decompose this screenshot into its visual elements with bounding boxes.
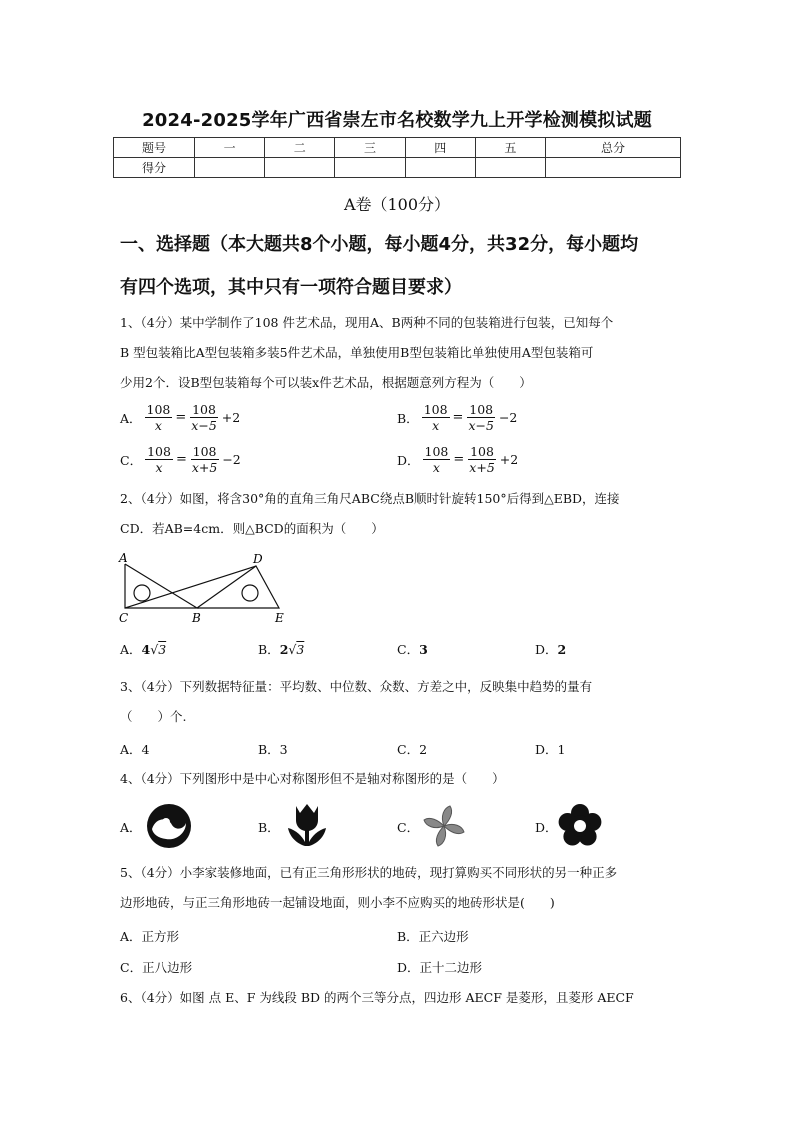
q3-option-d[interactable]: D．1 (535, 742, 566, 757)
q1-option-b[interactable]: B． $\frac{108}{x}$ = $\frac{108}{x-5}$ −2 (397, 402, 518, 433)
figure-label-b: B (192, 611, 201, 625)
q2-triangle-figure (116, 550, 288, 626)
q3-option-c[interactable]: C．2 (397, 742, 428, 757)
q4-line1: 4、（4分）下列图形中是中心对称图形但不是轴对称图形的是（ ） (120, 771, 505, 786)
score-header-cell: 一 (195, 138, 265, 158)
score-table-header-row (114, 138, 681, 158)
q6-line1: 6、（4分）如图 点 E、F 为线段 BD 的两个三等分点，四边形 AECF 是菱形，且菱形 AECF (120, 990, 634, 1005)
score-header-cell: 五 (475, 138, 545, 158)
score-header-cell: 二 (265, 138, 335, 158)
yin-yang-like-icon (146, 803, 192, 849)
q1-option-d[interactable]: D． $\frac{108}{x}$ = $\frac{108}{x+5}$ +2 (397, 444, 519, 475)
score-cell[interactable] (195, 158, 265, 178)
page-title: 2024-2025学年广西省崇左市名校数学九上开学检测模拟试题 (142, 110, 652, 131)
q3-option-b[interactable]: B．3 (258, 742, 288, 757)
q5-option-b[interactable]: B．正六边形 (397, 929, 469, 944)
q4-option-b[interactable]: B． (258, 820, 280, 835)
score-table (113, 137, 681, 178)
pinwheel-icon (420, 802, 468, 850)
figure-label-c: C (119, 611, 129, 625)
q3-line1: 3、（4分）下列数据特征量：平均数、中位数、众数、方差之中，反映集中趋势的量有 (120, 679, 593, 694)
section1-heading-line2: 有四个选项，其中只有一项符合题目要求） (120, 277, 462, 298)
question-3 (120, 672, 680, 732)
q2-option-c[interactable]: C．3 (397, 642, 428, 657)
q2-line1: 2、（4分）如图，将含30°角的直角三角尺ABC绕点B顺时针旋转150°后得到△EBD，连接 (120, 491, 620, 506)
section1-heading-line1: 一、选择题（本大题共8个小题，每小题4分，共32分，每小题均 (120, 234, 639, 255)
section-a-heading: A卷（100分） (343, 195, 451, 214)
q4-option-d[interactable]: D． (535, 820, 558, 835)
q3-line2: （ ）个. (120, 709, 187, 724)
q5-option-c[interactable]: C．正八边形 (120, 960, 193, 975)
score-cell[interactable] (405, 158, 475, 178)
q2-line2: CD．若AB=4cm．则△BCD的面积为（ ） (120, 521, 384, 536)
q4-option-a[interactable]: A． (120, 820, 142, 835)
q3-option-a[interactable]: A．4 (120, 742, 150, 757)
q1-line1: 1、（4分）某中学制作了108 件艺术品，现用A、B两种不同的包装箱进行包装，已知每个 (120, 315, 614, 330)
question-5 (120, 858, 680, 918)
score-cell[interactable] (265, 158, 335, 178)
q4-option-c[interactable]: C． (397, 820, 420, 835)
score-cell[interactable] (335, 158, 405, 178)
question-2 (120, 484, 680, 544)
question-1 (120, 308, 680, 398)
q5-option-a[interactable]: A．正方形 (120, 929, 180, 944)
figure-label-a: A (119, 551, 128, 565)
score-header-cell: 题号 (114, 138, 195, 158)
q2-option-a[interactable]: A．4√3 (120, 642, 167, 657)
flower-icon (557, 803, 603, 849)
score-table-score-row (114, 158, 681, 178)
q1-line3: 少用2个．设B型包装箱每个可以装x件艺术品，根据题意列方程为（ ） (120, 375, 532, 390)
score-header-cell: 四 (405, 138, 475, 158)
q2-option-d[interactable]: D．2 (535, 642, 567, 657)
q1-option-a[interactable]: A． $\frac{108}{x}$ = $\frac{108}{x-5}$ +2 (120, 402, 241, 433)
score-header-cell: 三 (335, 138, 405, 158)
figure-label-d: D (253, 552, 263, 566)
q2-option-b[interactable]: B．2√3 (258, 642, 305, 657)
q5-line2: 边形地砖，与正三角形地砖一起铺设地面，则小李不应购买的地砖形状是( ) (120, 895, 555, 910)
question-6 (120, 983, 680, 1013)
q5-line1: 5、（4分）小李家装修地面，已有正三角形形状的地砖，现打算购买不同形状的另一种正多 (120, 865, 618, 880)
q5-option-d[interactable]: D．正十二边形 (397, 960, 483, 975)
q1-line2: B 型包装箱比A型包装箱多装5件艺术品，单独使用B型包装箱比单独使用A型包装箱可 (120, 345, 594, 360)
tulip-icon (282, 800, 332, 850)
score-cell[interactable] (475, 158, 545, 178)
question-4 (120, 764, 680, 794)
score-header-cell: 总分 (546, 138, 681, 158)
score-row-label: 得分 (114, 158, 195, 178)
score-cell[interactable] (546, 158, 681, 178)
q1-option-c[interactable]: C． $\frac{108}{x}$ = $\frac{108}{x+5}$ −2 (120, 444, 241, 475)
figure-label-e: E (275, 611, 284, 625)
